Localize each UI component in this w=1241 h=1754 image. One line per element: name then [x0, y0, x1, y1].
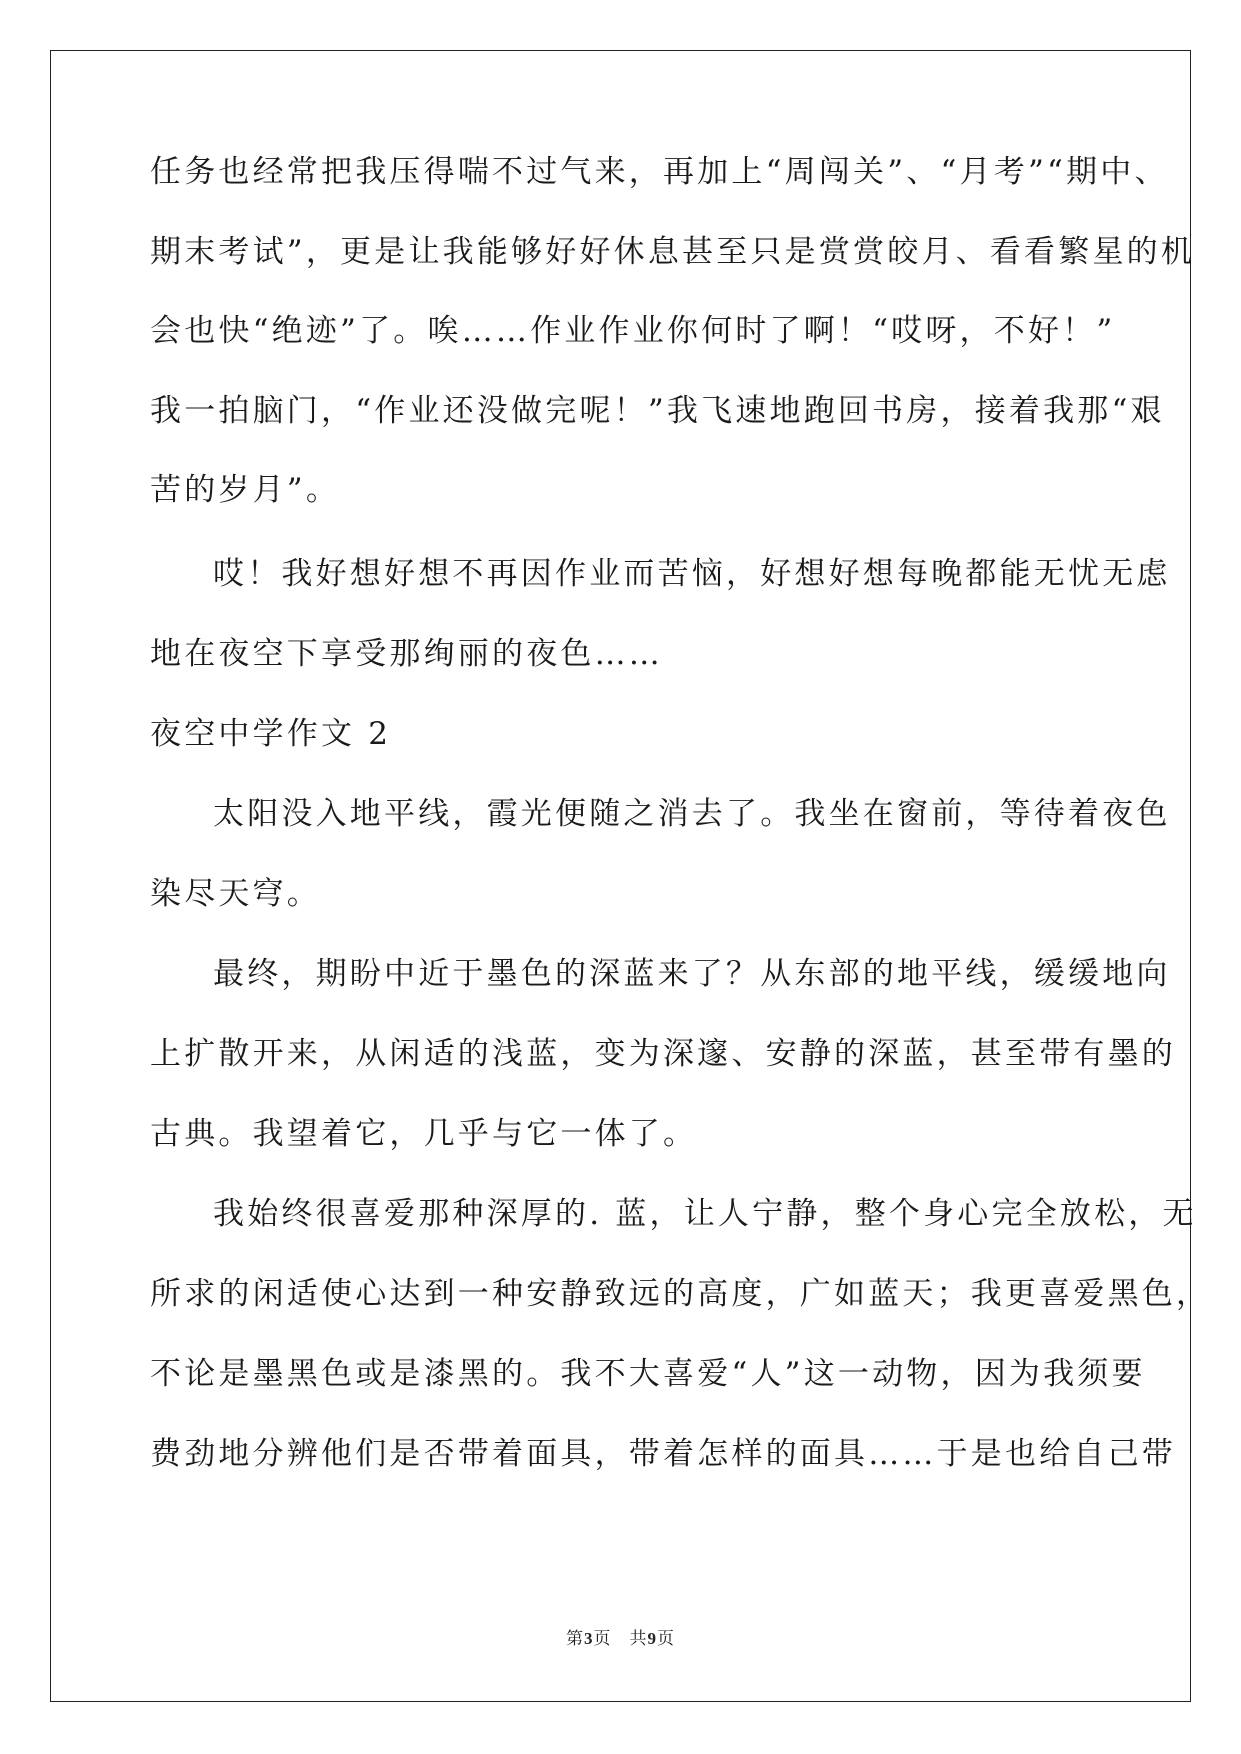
- text-line: 会也快“绝迹”了。唉……作业作业你何时了啊！“哎呀，不好！”: [150, 313, 1116, 349]
- text-line: 我一拍脑门，“作业还没做完呢！”我飞速地跑回书房，接着我那“艰: [150, 393, 1165, 429]
- text-line: 期末考试”，更是让我能够好好休息甚至只是赏赏皎月、看看繁星的机: [150, 234, 1196, 270]
- footer-mid: 页 共: [593, 1629, 648, 1649]
- text-line: 上扩散开来，从闲适的浅蓝，变为深邃、安静的深蓝，甚至带有墨的: [150, 1036, 1176, 1072]
- section-title: 夜空中学作文 2: [150, 716, 392, 752]
- text-line: 古典。我望着它，几乎与它一体了。: [150, 1116, 698, 1152]
- footer-prefix: 第: [566, 1629, 584, 1649]
- paragraph-start: 最终，期盼中近于墨色的深蓝来了？从东部的地平线，缓缓地向: [213, 956, 1171, 992]
- page-number: 3: [584, 1629, 594, 1648]
- paragraph-start: 太阳没入地平线，霞光便随之消去了。我坐在窗前，等待着夜色: [213, 796, 1171, 832]
- page-footer: [0, 1628, 1241, 1650]
- footer-suffix: 页: [657, 1629, 675, 1649]
- text-line: 不论是墨黑色或是漆黑的。我不大喜爱“人”这一动物，因为我须要: [150, 1356, 1146, 1392]
- text-line: 地在夜空下享受那绚丽的夜色……: [150, 636, 663, 672]
- text-line: 任务也经常把我压得喘不过气来，再加上“周闯关”、“月考”“期中、: [150, 154, 1169, 190]
- text-line: 所求的闲适使心达到一种安静致远的高度，广如蓝天；我更喜爱黑色，: [150, 1276, 1211, 1312]
- paragraph-start: 我始终很喜爱那种深厚的. 蓝，让人宁静，整个身心完全放松，无: [213, 1196, 1197, 1232]
- page-total: 9: [647, 1629, 657, 1648]
- paragraph-start: 哎！我好想好想不再因作业而苦恼，好想好想每晚都能无忧无虑: [213, 556, 1171, 592]
- text-line: 苦的岁月”。: [150, 472, 341, 508]
- text-line: 染尽天穹。: [150, 876, 321, 912]
- text-line: 费劲地分辨他们是否带着面具，带着怎样的面具……于是也给自己带: [150, 1436, 1176, 1472]
